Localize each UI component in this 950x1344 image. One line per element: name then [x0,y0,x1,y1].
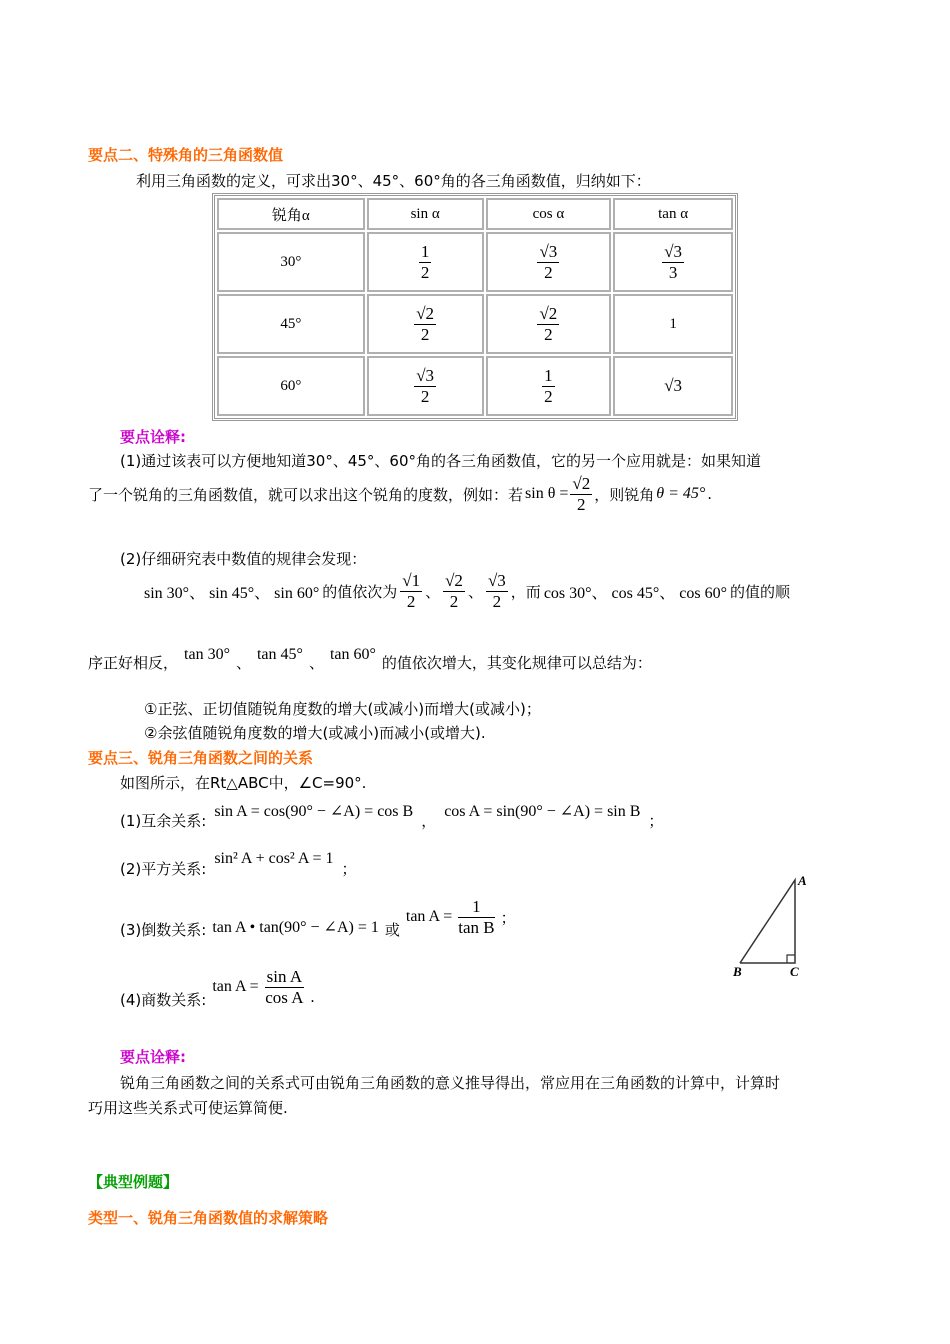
header-sin: sin α [367,198,484,230]
r2-semicolon: ； [341,860,357,878]
note2-line1: 锐角三角函数之间的关系式可由锐角三角函数的意义推导得出，常应用在三角函数的计算中，计算时 [120,1074,781,1092]
relation-2 [120,848,357,878]
angle-cell: 45° [217,294,365,354]
r1-semicolon: ； [648,812,664,830]
rule-2: ②余弦值随锐角度数的增大(或减小)而减小(或增大). [144,724,486,742]
vertex-c-label: C [790,964,799,979]
section3-title: 要点三、锐角三角函数之间的关系 [88,749,314,767]
vertex-a-label: A [798,873,807,888]
table-header-row [217,198,733,230]
relation-3 [120,898,516,937]
type1-title: 类型一、锐角三角函数值的求解策略 [88,1209,329,1227]
note1-p2-line2 [144,572,790,611]
relation-1 [120,800,664,830]
p2-frac-1: $\frac{√1}{2}$ [402,571,421,611]
r1-eq-1: sin A = cos(90° − ∠A) = cos B [214,802,414,820]
relation-4 [120,968,315,1007]
right-triangle-figure [728,870,808,980]
table-row [217,356,733,416]
note1-p1-line1: (1)通过该表可以方便地知道30°、45°、60°角的各三角函数值，它的另一个应用就是：如果知道 [120,452,762,470]
trig-value-table [212,193,738,421]
r4-fraction: $\frac{\text{sin A}}{\text{cos A}}$ [265,967,304,1007]
r3-label: (3)倒数关系: [120,920,207,939]
p2-line3-a: 序正好相反， [88,654,179,672]
p1-text-b: ，则锐角 [594,485,655,504]
section3-intro: 如图所示，在Rt△ABC中，∠C=90°. [120,774,367,792]
note1-p2-line3 [88,645,652,673]
note1-p2-line1: (2)仔细研究表中数值的规律会发现： [120,550,367,568]
p1-text-a: 了一个锐角的三角函数值，就可以求出这个锐角的度数，例如：若 [88,485,524,504]
r3-eq-2-fraction: $\frac{1}{\text{tan B}}$ [458,897,495,937]
p2-sep-1: 、 [425,582,441,601]
examples-title: 【典型例题】 [88,1173,179,1191]
tan-value-cell: 1 [613,294,733,354]
sin-value-cell: $\frac{√2}{2}$ [367,294,484,354]
p1-eq-left: sin θ = [525,485,569,503]
angle-cell: 60° [217,356,365,416]
section2-title: 要点二、特殊角的三角函数值 [88,146,284,164]
r2-label: (2)平方关系: [120,860,207,878]
table-row [217,232,733,292]
sin-value-cell: $\frac{1}{2}$ [367,232,484,292]
rule-1: ①正弦、正切值随锐角度数的增大(或减小)而增大(或减小)； [144,700,541,718]
note1-label: 要点诠释: [120,428,186,446]
p1-eq-right: θ = 45° [656,485,706,503]
note2-line2: 巧用这些关系式可使运算简便. [88,1099,288,1117]
p2-line3-b: 的值依次增大，其变化规律可以总结为： [381,654,652,672]
p2-frac-2: $\frac{√2}{2}$ [445,571,463,611]
note2-label: 要点诠释: [120,1048,186,1066]
p2-sep-2: 、 [467,582,483,601]
p2-text-c: 的值的顺 [730,582,791,601]
p1-eq-fraction: $\frac{√2}{2}$ [572,474,591,514]
r4-label: (4)商数关系: [120,990,207,1009]
r3-semicolon: ； [500,908,516,927]
header-cos: cos α [486,198,612,230]
triangle-outline [740,880,795,963]
p2-text-a: 的值依次为 [322,582,398,601]
tan-value-cell: √3 [613,356,733,416]
tan-sep-2: 、 [308,654,324,672]
cos-value-cell: $\frac{√2}{2}$ [486,294,612,354]
r3-eq-1: tan A • tan(90° − ∠A) = 1 [212,919,379,937]
sin-list: sin 30°、 sin 45°、 sin 60° [144,584,320,602]
r3-eq-2-left: tan A = [405,908,453,926]
r1-label: (1)互余关系: [120,812,207,830]
r1-eq-2: cos A = sin(90° − ∠A) = sin B [444,802,641,820]
cos-value-cell: $\frac{√3}{2}$ [486,232,612,292]
tan-value-cell: $\frac{√3}{3}$ [613,232,733,292]
sin-value-cell: $\frac{√3}{2}$ [367,356,484,416]
tan-60: tan 60° [329,645,376,663]
right-angle-mark [787,955,795,963]
r4-period: . [310,988,315,1007]
section2-intro: 利用三角函数的定义，可求出30°、45°、60°角的各三角函数值，归纳如下： [136,172,651,190]
cos-list: cos 30°、 cos 45°、 cos 60° [543,584,727,602]
header-angle: 锐角α [217,198,365,230]
p2-text-b: ，而 [510,582,541,601]
tan-45: tan 45° [256,645,303,663]
r2-eq: sin² A + cos² A = 1 [214,849,334,867]
r4-left: tan A = [212,978,259,996]
header-tan: tan α [613,198,733,230]
r1-comma: ， [421,812,437,830]
p1-end: . [707,485,713,504]
p2-frac-3: $\frac{√3}{2}$ [487,571,506,611]
r3-or: 或 [384,920,400,939]
tan-sep-1: 、 [235,654,251,672]
note1-p1-line2 [88,475,712,514]
cos-value-cell: $\frac{1}{2}$ [486,356,612,416]
vertex-b-label: B [733,964,742,979]
tan-30: tan 30° [184,645,230,663]
table-row [217,294,733,354]
angle-cell: 30° [217,232,365,292]
